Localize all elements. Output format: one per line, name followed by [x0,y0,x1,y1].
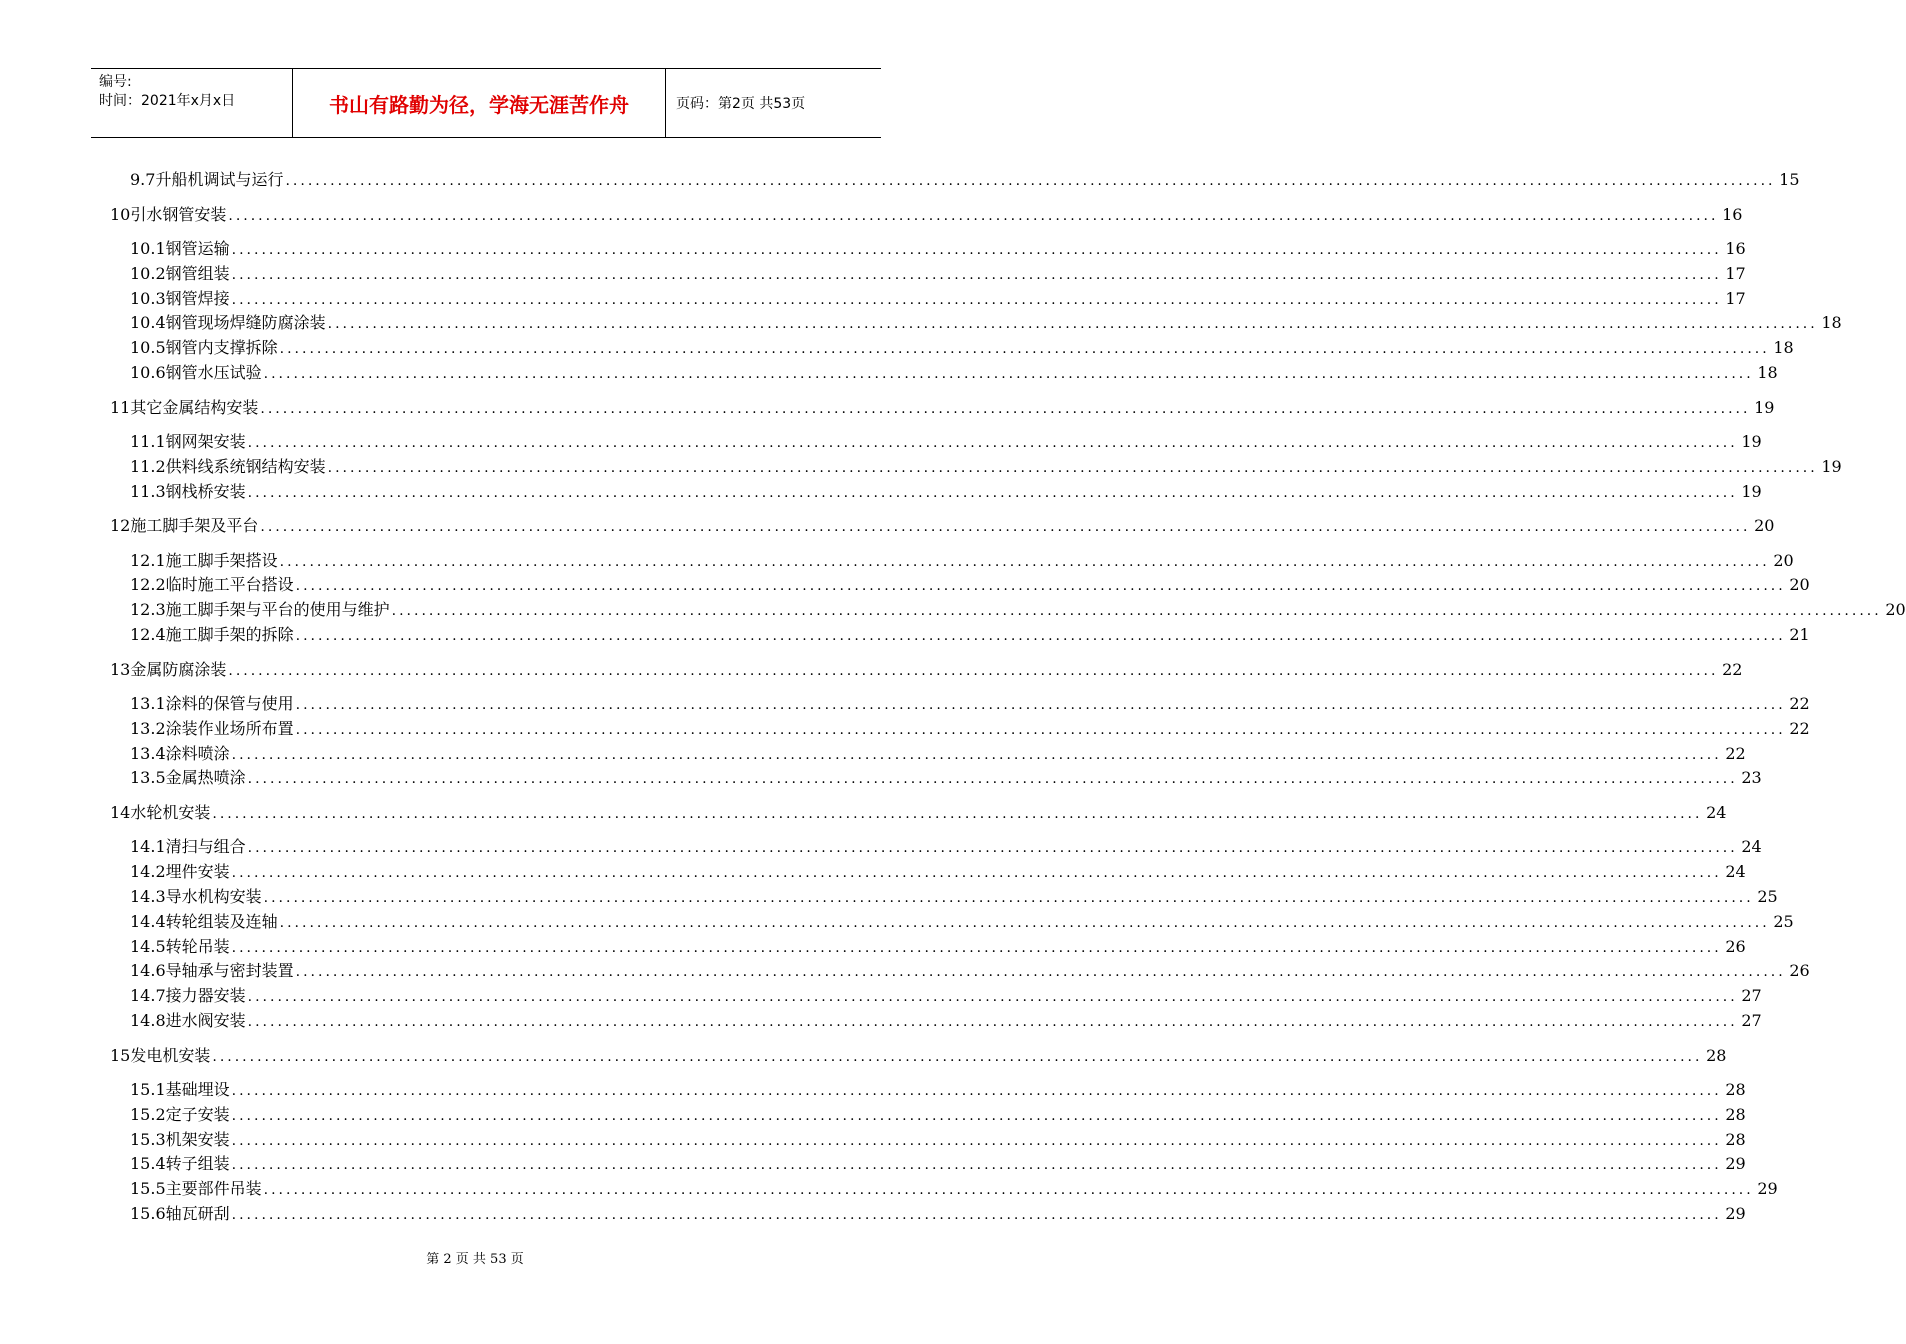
toc-entry-number: 10.6 [130,363,166,382]
toc-entry-title: 引水钢管安装 [130,204,227,224]
toc-entry-page: 25 [1757,887,1778,906]
toc-entry[interactable] [110,549,1794,573]
toc-entry-number: 10.5 [130,338,166,358]
toc-entry[interactable] [110,396,1775,420]
header-page-info: 页码：第2页 共53页 [676,96,806,112]
toc-leader-dots: ........................................................................................................................................................................................................ [231,242,1722,258]
toc-leader-dots: ........................................................................................................................................................................................................ [263,890,1754,906]
toc-entry-title: 施工脚手架搭设 [165,550,278,570]
toc-entry-page: 20 [1885,600,1906,620]
toc-entry-number: 13.4 [130,743,166,763]
toc-entry[interactable] [110,203,1743,227]
toc-entry[interactable] [110,573,1810,597]
toc-entry-title: 钢管内支撑拆除 [165,338,278,358]
toc-leader-dots: ........................................................................................................................................................................................................ [228,662,1719,679]
toc-entry-title: 发电机安装 [130,1045,211,1065]
toc-leader-dots: ........................................................................................................................................................................................................ [228,207,1719,224]
toc-leader-dots: ........................................................................................................................................................................................................ [279,914,1770,931]
toc-entry-number: 14.5 [130,936,166,956]
toc-entry[interactable] [110,959,1810,983]
toc-entry-number: 13 [110,659,131,679]
toc-entry-number: 14 [110,802,131,822]
toc-leader-dots: ........................................................................................................................................................................................................ [247,840,1738,857]
toc-entry[interactable] [110,717,1810,741]
toc-entry-page: 28 [1725,1104,1746,1124]
toc-entry-page: 20 [1754,516,1775,536]
toc-entry-title: 钢管组装 [165,263,230,283]
toc-entry-page: 16 [1722,204,1743,224]
toc-entry-number: 14.7 [130,986,166,1006]
toc-entry-number: 14.1 [130,837,166,857]
toc-leader-dots: ........................................................................................................................................................................................................ [327,316,1818,333]
toc-entry-number: 15.6 [130,1204,166,1223]
toc-entry[interactable] [110,860,1746,884]
toc-entry-page: 28 [1725,1129,1746,1149]
toc-leader-dots: ........................................................................................................................................................................................................ [231,1107,1722,1124]
doc-number-label: 编号: [99,74,132,90]
toc-leader-dots: ........................................................................................................................................................................................................ [231,266,1722,283]
toc-entry[interactable] [110,287,1746,311]
toc-entry[interactable] [110,237,1746,261]
toc-entry-number: 13.2 [130,718,166,738]
toc-entry-page: 25 [1773,911,1794,931]
toc-leader-dots: ........................................................................................................................................................................................................ [263,366,1754,382]
toc-entry-number: 13.5 [130,768,166,788]
toc-leader-dots: ........................................................................................................................................................................................................ [295,578,1786,595]
toc-entry-title: 施工脚手架与平台的使用与维护 [165,600,390,620]
toc-entry-number: 10.4 [130,313,166,333]
toc-entry-title: 临时施工平台搭设 [165,575,294,595]
toc-entry-page: 17 [1725,263,1746,283]
toc-entry-title: 涂料的保管与使用 [165,694,294,713]
toc-entry[interactable] [110,835,1762,859]
toc-entry-title: 钢栈桥安装 [165,481,246,501]
toc-entry-number: 14.8 [130,1011,166,1030]
toc-leader-dots: ........................................................................................................................................................................................................ [391,603,1882,620]
toc-entry-page: 17 [1725,288,1746,308]
toc-entry-title: 水轮机安装 [130,802,211,822]
toc-leader-dots: ........................................................................................................................................................................................................ [295,697,1786,713]
toc-entry-page: 21 [1789,625,1810,644]
toc-entry-number: 14.6 [130,961,166,981]
toc-entry[interactable] [110,168,1800,192]
toc-entry-title: 转轮组装及连轴 [165,911,278,931]
toc-entry-number: 11 [110,397,131,417]
toc-entry-number: 11.1 [130,432,166,451]
toc-leader-dots: ........................................................................................................................................................................................................ [231,291,1722,308]
toc-entry-page: 28 [1706,1045,1727,1065]
toc-entry[interactable] [110,1128,1746,1152]
toc-leader-dots: ........................................................................................................................................................................................................ [247,1014,1738,1030]
toc-entry[interactable] [110,514,1775,538]
toc-entry-title: 导轴承与密封装置 [165,961,294,981]
toc-entry-page: 19 [1741,432,1762,451]
toc-entry-title: 轴瓦研刮 [165,1204,230,1223]
toc-entry-number: 15 [110,1045,131,1065]
toc-entry-page: 27 [1741,1011,1762,1030]
toc-entry-page: 20 [1789,575,1810,595]
toc-leader-dots: ........................................................................................................................................................................................................ [247,484,1738,501]
toc-entry[interactable] [110,935,1746,959]
toc-entry-title: 钢网架安装 [165,432,246,451]
toc-entry-page: 29 [1757,1179,1778,1199]
toc-entry-page: 18 [1821,313,1842,333]
toc-entry-page: 19 [1821,456,1842,476]
toc-entry-page: 23 [1741,768,1762,788]
page-header [91,68,881,138]
toc-leader-dots: ........................................................................................................................................................................................................ [263,1182,1754,1199]
toc-leader-dots: ........................................................................................................................................................................................................ [231,1207,1722,1223]
toc-entry-page: 26 [1789,961,1810,981]
toc-entry-number: 10.3 [130,288,166,308]
toc-entry-page: 29 [1725,1204,1746,1223]
toc-entry-page: 24 [1741,837,1762,857]
toc-entry-number: 10.2 [130,263,166,283]
toc-entry-page: 20 [1773,550,1794,570]
toc-entry-title: 涂料喷涂 [165,743,230,763]
toc-entry[interactable] [110,623,1810,647]
toc-entry-number: 12.4 [130,625,166,644]
toc-leader-dots: ........................................................................................................................................................................................................ [247,435,1738,451]
toc-entry-number: 15.1 [130,1080,166,1099]
toc-leader-dots: ........................................................................................................................................................................................................ [231,1157,1722,1174]
toc-entry-title: 金属热喷涂 [165,768,246,788]
toc-leader-dots: ........................................................................................................................................................................................................ [247,771,1738,788]
toc-entry[interactable] [110,658,1743,682]
toc-entry-number: 13.1 [130,694,166,713]
toc-leader-dots: ........................................................................................................................................................................................................ [279,341,1770,358]
toc-entry-title: 涂装作业场所布置 [165,718,294,738]
toc-entry-title: 主要部件吊装 [165,1179,262,1199]
toc-entry[interactable] [110,1103,1746,1127]
header-meta [91,69,293,137]
toc-entry-title: 转子组装 [165,1154,230,1174]
toc-entry[interactable] [110,766,1762,790]
toc-leader-dots: ........................................................................................................................................................................................................ [295,964,1786,981]
toc-entry[interactable] [110,1009,1762,1033]
toc-entry-title: 金属防腐涂装 [130,659,227,679]
toc-entry-title: 其它金属结构安装 [130,397,259,417]
toc-entry[interactable] [110,1152,1746,1176]
toc-entry-number: 14.4 [130,911,166,931]
toc-entry-title: 钢管焊接 [165,288,230,308]
toc-entry-page: 19 [1754,397,1775,417]
toc-entry[interactable] [110,885,1778,909]
toc-entry[interactable] [110,361,1778,385]
toc-entry-title: 供料线系统钢结构安装 [165,456,326,476]
toc-entry-page: 24 [1725,862,1746,882]
toc-entry-number: 10 [110,204,131,224]
toc-entry-page: 29 [1725,1154,1746,1174]
toc-entry-title: 定子安装 [165,1104,230,1124]
toc-entry-number: 9.7 [130,170,156,189]
toc-entry-number: 14.2 [130,862,166,882]
toc-entry-number: 10.1 [130,239,166,258]
toc-entry-number: 12 [110,516,131,536]
toc-leader-dots: ........................................................................................................................................................................................................ [327,459,1818,476]
toc-entry[interactable] [110,598,1906,622]
toc-entry-page: 27 [1741,986,1762,1006]
toc-entry-number: 12.3 [130,600,166,620]
toc-leader-dots: ........................................................................................................................................................................................................ [260,400,1751,417]
toc-entry-number: 15.3 [130,1129,166,1149]
toc-entry-page: 22 [1789,694,1810,713]
toc-entry[interactable] [110,262,1746,286]
doc-time-label: 时间：2021年x月x日 [99,93,236,109]
toc-entry-title: 转轮吊装 [165,936,230,956]
toc-entry-page: 22 [1722,659,1743,679]
toc-leader-dots: ........................................................................................................................................................................................................ [260,519,1751,536]
toc-leader-dots: ........................................................................................................................................................................................................ [295,628,1786,644]
toc-entry-page: 28 [1725,1080,1746,1099]
toc-entry-title: 接力器安装 [165,986,246,1006]
toc-entry[interactable] [110,311,1842,335]
toc-entry[interactable] [110,1177,1778,1201]
toc-entry-title: 升船机调试与运行 [155,170,284,189]
toc-entry-page: 22 [1725,743,1746,763]
toc-entry[interactable] [110,692,1810,716]
toc-entry-number: 11.2 [130,456,166,476]
toc-entry-page: 18 [1773,338,1794,358]
toc-leader-dots: ........................................................................................................................................................................................................ [295,721,1786,738]
toc-entry-title: 钢管水压试验 [165,363,262,382]
toc-entry[interactable] [110,1044,1727,1068]
toc-entry[interactable] [110,801,1727,825]
toc-leader-dots: ........................................................................................................................................................................................................ [247,989,1738,1006]
toc-entry[interactable] [110,742,1746,766]
toc-entry[interactable] [110,984,1762,1008]
toc-entry-number: 15.2 [130,1104,166,1124]
toc-entry-page: 26 [1725,936,1746,956]
toc-entry-number: 14.3 [130,887,166,906]
toc-leader-dots: ........................................................................................................................................................................................................ [231,865,1722,882]
toc-entry-title: 机架安装 [165,1129,230,1149]
toc-entry-title: 钢管现场焊缝防腐涂装 [165,313,326,333]
toc-leader-dots: ........................................................................................................................................................................................................ [285,173,1776,189]
toc-leader-dots: ........................................................................................................................................................................................................ [212,1048,1703,1065]
toc-entry-title: 埋件安装 [165,862,230,882]
toc-leader-dots: ........................................................................................................................................................................................................ [231,1083,1722,1099]
toc-entry-page: 15 [1779,170,1800,189]
toc-entry-number: 12.1 [130,550,166,570]
toc-leader-dots: ........................................................................................................................................................................................................ [231,939,1722,956]
toc-entry-number: 15.5 [130,1179,166,1199]
page-footer: 第 2 页 共 53 页 [426,1252,524,1267]
toc-entry-number: 12.2 [130,575,166,595]
toc-entry-title: 施工脚手架及平台 [130,516,259,536]
toc-entry[interactable] [110,336,1794,360]
toc-entry[interactable] [110,480,1762,504]
toc-entry-title: 进水阀安装 [165,1011,246,1030]
toc-leader-dots: ........................................................................................................................................................................................................ [231,1132,1722,1149]
toc-entry-title: 施工脚手架的拆除 [165,625,294,644]
toc-leader-dots: ........................................................................................................................................................................................................ [279,553,1770,570]
toc-entry[interactable] [110,430,1762,454]
toc-leader-dots: ........................................................................................................................................................................................................ [231,746,1722,763]
toc-entry-title: 导水机构安装 [165,887,262,906]
toc-entry-title: 钢管运输 [165,239,230,258]
toc-entry-title: 清扫与组合 [165,837,246,857]
header-motto: 书山有路勤为径，学海无涯苦作舟 [293,69,666,137]
toc-entry-page: 16 [1725,239,1746,258]
toc-leader-dots: ........................................................................................................................................................................................................ [212,805,1703,822]
toc-entry-title: 基础埋设 [165,1080,230,1099]
toc-entry[interactable] [110,1202,1746,1226]
toc-entry-number: 15.4 [130,1154,166,1174]
toc-entry[interactable] [110,455,1842,479]
toc-entry-page: 22 [1789,718,1810,738]
toc-entry[interactable] [110,1078,1746,1102]
toc-entry[interactable] [110,910,1794,934]
toc-entry-page: 24 [1706,802,1727,822]
toc-entry-number: 11.3 [130,481,166,501]
toc-entry-page: 19 [1741,481,1762,501]
toc-entry-page: 18 [1757,363,1778,382]
